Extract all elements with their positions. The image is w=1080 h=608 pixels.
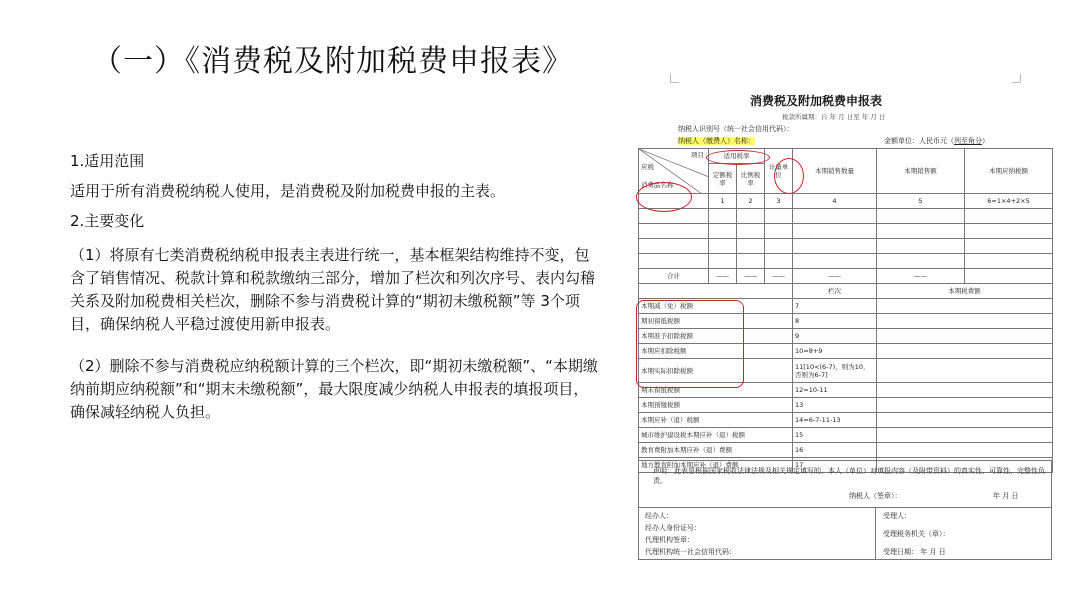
row-label: 期初留抵税额 <box>639 314 793 329</box>
empty-product-row <box>639 254 1053 269</box>
total-dash: —— <box>765 269 793 284</box>
row-label: 城市维护建设税本期应补（退）税额 <box>639 428 793 443</box>
agent-field: 代理机构签章： <box>645 536 694 544</box>
tax-item-header: 应税 <box>641 163 654 171</box>
row-label: 地方教育附加本期应补（退）费额 <box>639 458 793 473</box>
form-row <box>639 398 1053 413</box>
agent-field: 经办人： <box>645 512 673 520</box>
row-code: 16 <box>793 443 877 458</box>
total-dash: —— <box>709 269 737 284</box>
empty-product-row <box>639 239 1053 254</box>
row-value <box>877 344 1053 359</box>
slide-title: （一）《消费税及附加税费申报表》 <box>92 44 573 79</box>
row-code: 8 <box>793 314 877 329</box>
row-value <box>877 299 1053 314</box>
taxpayer-name-label <box>678 136 755 146</box>
form-row <box>639 443 1053 458</box>
row-value <box>877 398 1053 413</box>
col-number: 1 <box>709 194 737 209</box>
taxpayer-sign-label: 纳税人（签章）： <box>849 492 902 500</box>
scope-text: 适用于所有消费税纳税人使用，是消费税及附加税费申报的主表。 <box>70 182 506 200</box>
taxpayer-id-label: 纳税人识别号（统一社会信用代码）： <box>678 125 794 133</box>
amount-unit-suffix: ） <box>982 137 989 145</box>
pct-rate-header: 比例税率 <box>737 164 765 194</box>
office-field: 受理日期： 年 月 日 <box>883 548 946 556</box>
total-label: 合计 <box>639 269 709 284</box>
empty-product-row <box>639 209 1053 224</box>
annotation-circle-rate <box>706 150 770 165</box>
form-row <box>639 428 1053 443</box>
row-code: 15 <box>793 428 877 443</box>
row-value <box>877 329 1053 344</box>
total-dash: —— <box>793 269 877 284</box>
row-code: 11[10<(6-7)，则为10，否则为6-7] <box>793 359 877 383</box>
empty-product-row <box>639 224 1053 239</box>
amount-unit <box>884 136 989 146</box>
agent-field: 代理机构统一社会信用代码： <box>645 548 736 556</box>
row-label: 本期实际扣除税额 <box>639 359 793 383</box>
declaration-form-image <box>630 72 1045 572</box>
change-2-text: （2）删除不参与消费税应纳税额计算的三个栏次，即“期初未缴税额”、“本期缴纳前期应纳税额”和“期末未缴税额”，最大限度减少纳税人申报表的填报项目，确保减轻纳税人负担。 <box>70 357 598 421</box>
row-label: 本期应扣除税额 <box>639 344 793 359</box>
taxpayer-name-text: 纳税人（缴费人）名称： <box>678 137 755 145</box>
form-period: 税款所属期：自 年 月 日至 年 月 日 <box>782 113 886 121</box>
office-field: 受理税务机关（章）： <box>883 530 950 538</box>
total-dash: —— <box>877 269 965 284</box>
annotation-box-deduction <box>636 300 744 388</box>
amount-unit-prefix: 金额单位：人民币元（ <box>884 137 954 145</box>
column-number-row <box>639 194 1053 209</box>
row-code: 14=6-7-11-13 <box>793 413 877 428</box>
sales-amount-header: 本期销售额 <box>877 149 965 194</box>
sign-date: 年 月 日 <box>993 492 1019 500</box>
changes-heading: 2.主要变化 <box>70 212 145 230</box>
row-value <box>877 383 1053 398</box>
col-number: 6=1×4+2×5 <box>965 194 1053 209</box>
col-number: 5 <box>877 194 965 209</box>
row-label: 本期减（免）税额 <box>639 299 793 314</box>
annotation-circle-product <box>636 182 692 212</box>
form-title: 消费税及附加税费申报表 <box>750 94 883 108</box>
scope-heading: 1.适用范围 <box>70 152 145 170</box>
amount-unit-precision: 列至角分 <box>954 137 982 145</box>
col-number: 4 <box>793 194 877 209</box>
row-code: 13 <box>793 398 877 413</box>
declaration-box <box>638 460 1052 508</box>
row-label: 本期准予扣除税额 <box>639 329 793 344</box>
row-value <box>877 359 1053 383</box>
col-number: 3 <box>765 194 793 209</box>
agent-divider <box>875 508 876 559</box>
row-value <box>877 428 1053 443</box>
tax-payable-header: 本期应纳税额 <box>965 149 1053 194</box>
total-row <box>639 269 1053 284</box>
slide-body <box>70 150 600 424</box>
product-name-header: 消费品名称 <box>641 181 674 189</box>
declaration-text: 声明：此表是根据国家税收法律法规及相关规定填写的，本人（单位）对填报内容（及附带资料）的真实性、可靠性、完整性负责。 <box>653 467 1045 485</box>
row-label: 教育费附加本期应补（退）费额 <box>639 443 793 458</box>
office-field: 受理人： <box>883 512 911 520</box>
form-row <box>639 413 1053 428</box>
row-value <box>877 314 1053 329</box>
col-header: 栏次 <box>793 284 877 299</box>
col-number: 2 <box>737 194 765 209</box>
change-1-text: （1）将原有七类消费税纳税申报表主表进行统一，基本框架结构维持不变，包含了销售情况、税款计算和税款缴纳三部分，增加了栏次和列次序号、表内勾稽关系及附加税费相关栏次，删除不参与消费税计算的“期初未缴税额”等 3个项目，确保纳税人平稳过渡使用新申报表。 <box>70 246 596 333</box>
section-header-row <box>639 284 1053 299</box>
agent-field: 经办人身份证号： <box>645 524 701 532</box>
total-dash: —— <box>737 269 765 284</box>
row-label: 本期应补（退）税额 <box>639 413 793 428</box>
row-code: 7 <box>793 299 877 314</box>
row-label: 期末留抵税额 <box>639 383 793 398</box>
row-label: 本期预缴税额 <box>639 398 793 413</box>
annotation-circle-unit <box>774 158 804 194</box>
item-header: 项目 <box>691 151 704 159</box>
row-code: 17 <box>793 458 877 473</box>
row-code: 10=8+9 <box>793 344 877 359</box>
amount-header: 本期税费额 <box>877 284 1053 299</box>
agent-box <box>638 508 1052 560</box>
row-code: 9 <box>793 329 877 344</box>
crop-mark <box>670 74 679 83</box>
rate-group-header: 适用税率 <box>709 149 765 164</box>
crop-mark <box>1012 74 1021 83</box>
row-value <box>877 443 1053 458</box>
unit-header: 计量单位 <box>765 149 793 194</box>
sales-qty-header: 本期销售数量 <box>793 149 877 194</box>
fixed-rate-header: 定额税率 <box>709 164 737 194</box>
row-value <box>877 413 1053 428</box>
row-code: 12=10-11 <box>793 383 877 398</box>
